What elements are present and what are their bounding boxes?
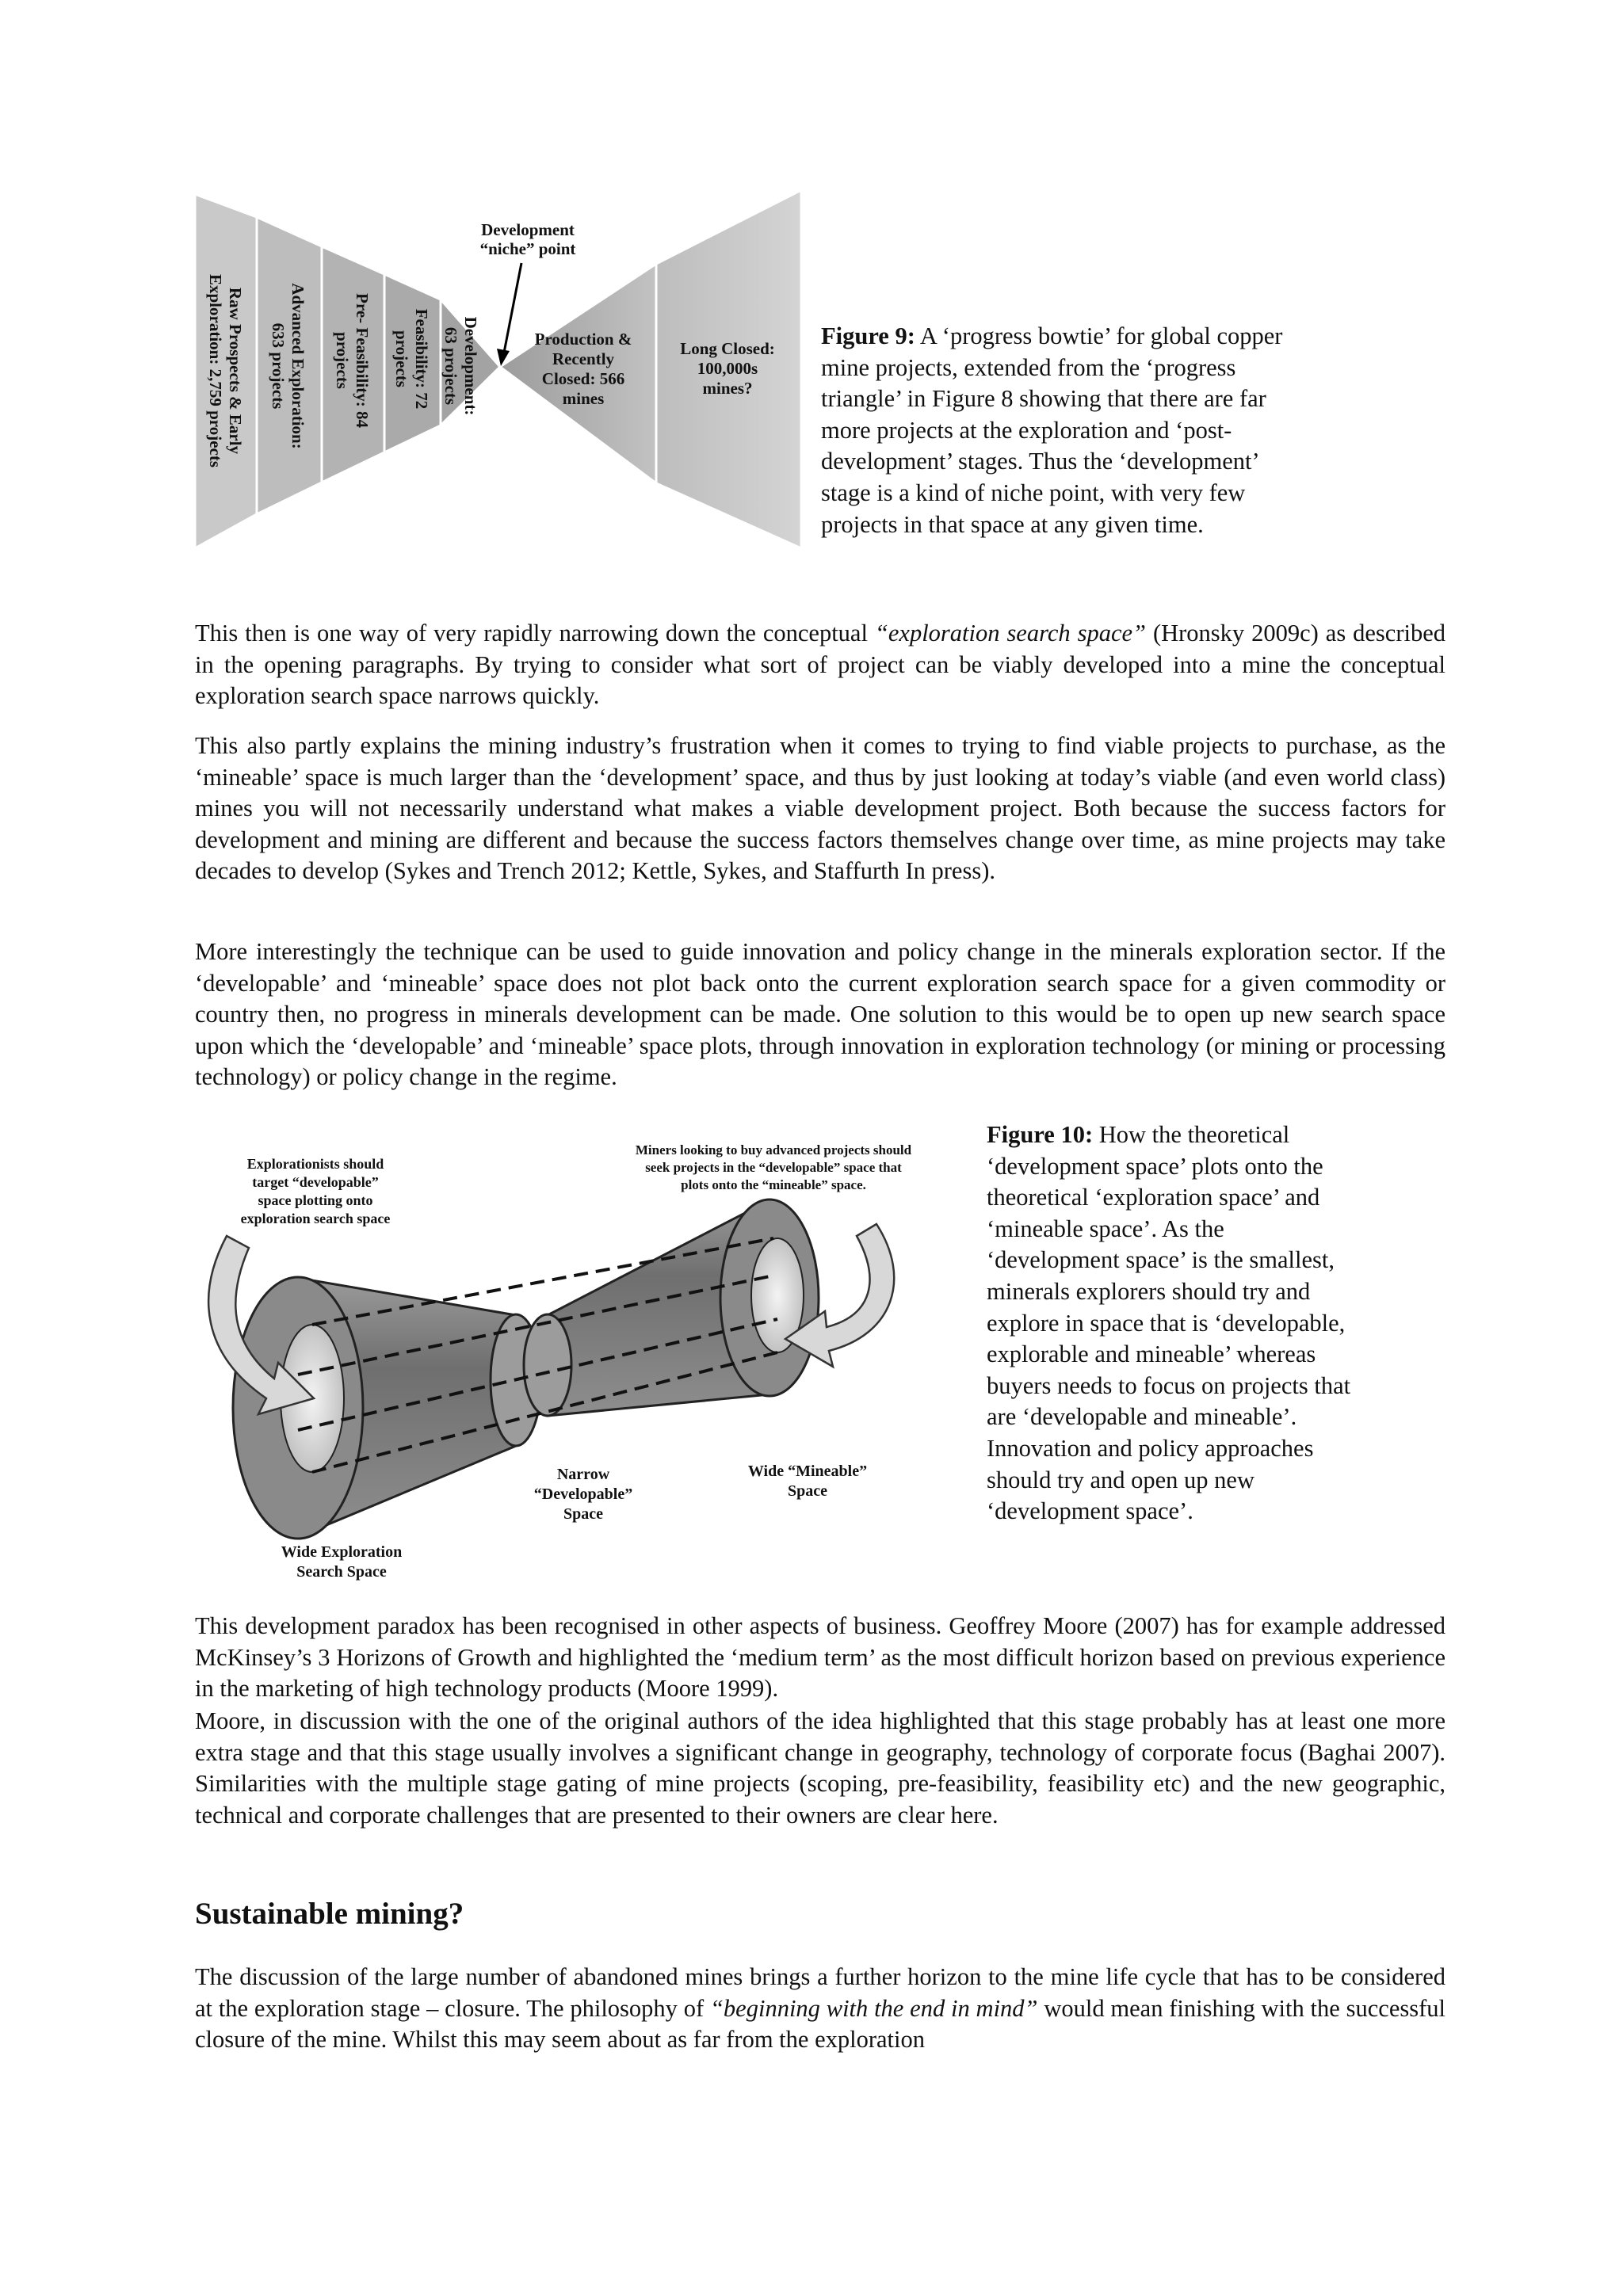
para1-text-b: (Hronsky 2009c) as described in the opening paragraphs. By trying to consider what sort of project can be viably developed into a mine the conceptual exploration search space narrows quickly. <box>195 620 1446 710</box>
figure-10-cones <box>195 1137 972 1589</box>
narrow-developable-label <box>534 1466 632 1523</box>
svg-text:63 projects: 63 projects <box>441 326 460 406</box>
svg-text:projects: projects <box>392 330 411 387</box>
svg-text:Space: Space <box>563 1505 603 1523</box>
svg-text:Development:: Development: <box>461 316 480 416</box>
niche-point-annotation <box>480 220 576 258</box>
paragraph-1 <box>195 618 1445 712</box>
svg-text:Production &: Production & <box>534 330 632 349</box>
svg-text:Raw Prospects & Early: Raw Prospects & Early <box>226 287 245 455</box>
svg-text:Miners looking to buy advanced: Miners looking to buy advanced projects should <box>635 1142 912 1158</box>
svg-text:Development: Development <box>481 220 575 239</box>
paragraph-6 <box>195 1962 1445 2056</box>
svg-text:seek projects in the “developa: seek projects in the “developable” space that <box>645 1160 902 1175</box>
figure-9-caption <box>821 321 1289 540</box>
wide-mineable-label <box>748 1463 867 1500</box>
svg-text:projects: projects <box>333 332 352 389</box>
svg-text:Feasibility: 72: Feasibility: 72 <box>412 308 431 410</box>
para6-italic: “beginning with the end in mind” <box>709 1994 1038 2022</box>
para1-italic: “exploration search space” <box>874 620 1146 646</box>
svg-text:Search Space: Search Space <box>296 1563 387 1581</box>
stage-label-development <box>441 317 480 416</box>
svg-text:Wide “Mineable”: Wide “Mineable” <box>747 1463 868 1480</box>
wide-exploration-label <box>281 1543 402 1581</box>
figure-10-label: Figure 10: <box>987 1121 1094 1148</box>
svg-text:Long Closed:: Long Closed: <box>680 339 775 358</box>
svg-text:Explorationists should: Explorationists should <box>246 1156 384 1172</box>
stage-label-raw <box>206 274 245 467</box>
paragraph-2: This also partly explains the mining industry’s frustration when it comes to trying to find viable projects to purchase, as the ‘mineable’ space is much larger than the ‘development’ space, and thus by just looking at today’s viable (and even world class) mines you will not necessarily understand what makes a viable development project. Both because the success factors for development and mining are different and because the success factors themselves change over time, as mine projects may take decades to develop (Sykes and Trench 2012; Kettle, Sykes, and Staffurth In press). <box>195 732 1445 885</box>
explorationists-label <box>241 1156 391 1226</box>
band-raw-prospects <box>195 194 257 548</box>
figure-9-label: Figure 9: <box>821 322 915 349</box>
svg-text:“Developable”: “Developable” <box>533 1486 633 1503</box>
paragraph-5: Moore, in discussion with the one of the original authors of the idea highlighted that this stage probably has at least one more extra stage and that this stage usually involves a significant change in geography, technology of corporate focus (Baghai 2007). Similarities with the multiple stage gating of mine projects (scoping, pre-feasibility, feasibility etc) and the new geographic, technical and corporate challenges that are presented to their owners are clear here. <box>195 1707 1445 1829</box>
paragraph-4: This development paradox has been recognised in other aspects of business. Geoffrey Moore (2007) has for example addressed McKinsey’s 3 Horizons of Growth and highlighted the ‘medium term’ as the most difficult horizon based on previous experience in the marketing of high technology products (Moore 1999). <box>195 1612 1445 1703</box>
svg-text:Space: Space <box>788 1482 827 1500</box>
miners-label <box>636 1142 912 1192</box>
para6-text-b: would mean finishing with the successful closure of the mine. Whilst this may seem about as far from the exploration <box>195 1994 1445 2054</box>
mineable-cone <box>524 1199 819 1416</box>
figure-10-caption <box>987 1119 1351 1527</box>
svg-text:mines: mines <box>562 389 605 408</box>
svg-text:633 projects: 633 projects <box>269 322 288 410</box>
svg-text:100,000s: 100,000s <box>697 359 758 378</box>
svg-text:space plotting onto: space plotting onto <box>258 1192 373 1208</box>
svg-text:mines?: mines? <box>702 379 753 398</box>
svg-text:“niche” point: “niche” point <box>479 239 576 258</box>
svg-text:plots onto the “mineable” spac: plots onto the “mineable” space. <box>681 1177 866 1192</box>
figure-10-caption-text: How the theoretical ‘development space’ plots onto the theoretical ‘exploration space’ and ‘mineable space’. As the ‘development space’ is the smallest, minerals explorers should try and explore in space that is ‘developable, explorable and mineable’ whereas buyers needs to focus on projects that are ‘developable and mineable’. Innovation and policy approaches should try and open up new ‘development space’. <box>987 1121 1351 1525</box>
svg-text:target “developable”: target “developable” <box>252 1174 379 1190</box>
niche-arrow <box>504 263 521 353</box>
svg-text:exploration search space: exploration search space <box>240 1211 391 1226</box>
svg-text:Exploration: 2,759 projects: Exploration: 2,759 projects <box>206 273 225 468</box>
svg-text:Recently: Recently <box>552 349 615 368</box>
paragraph-3: More interestingly the technique can be used to guide innovation and policy change in the minerals exploration sector. If the ‘developable’ and ‘mineable’ space does not plot back onto the current exploration search space for a given commodity or country then, no progress in minerals development can be made. One solution to this would be to open up new search space upon which the ‘developable’ and ‘mineable’ space plots, through innovation in exploration technology (or mining or processing technology) or policy change in the regime. <box>195 938 1445 1091</box>
para1-text-a: This then is one way of very rapidly narrowing down the conceptual <box>195 620 875 646</box>
svg-text:Narrow: Narrow <box>556 1466 610 1483</box>
svg-text:Pre- Feasibility: 84: Pre- Feasibility: 84 <box>353 293 372 428</box>
svg-text:Advanced Exploration:: Advanced Exploration: <box>288 283 307 449</box>
figure-9-caption-text: A ‘progress bowtie’ for global copper mine projects, extended from the ‘progress triangle’ in Figure 8 showing that there are far more projects at the exploration and ‘post-development’ stages. Thus the ‘development’ stage is a kind of niche point, with very few projects in that space at any given time. <box>821 322 1283 538</box>
section-heading: Sustainable mining? <box>195 1897 464 1931</box>
figure-9-bowtie <box>195 190 805 555</box>
para6-text-a: The discussion of the large number of abandoned mines brings a further horizon to the mine life cycle that has to be considered at the exploration stage – closure. The philosophy of <box>195 1963 1445 2022</box>
svg-text:Wide Exploration: Wide Exploration <box>281 1543 403 1561</box>
svg-text:Closed: 566: Closed: 566 <box>541 369 625 388</box>
